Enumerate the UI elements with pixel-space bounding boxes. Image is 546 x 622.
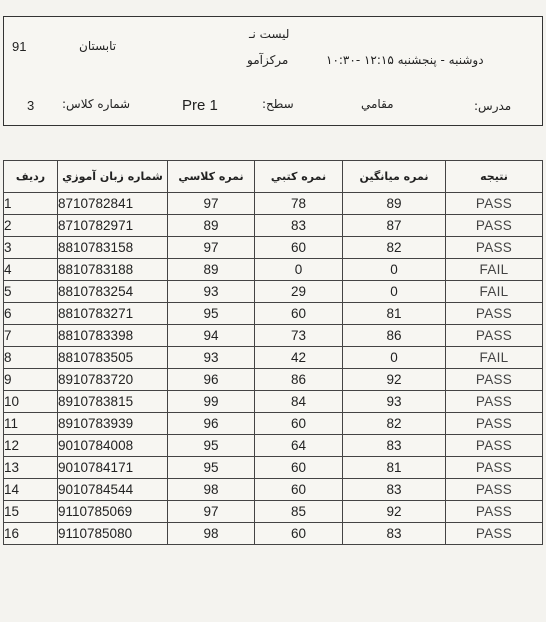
class-grade-cell: 95 xyxy=(168,457,255,479)
average-grade-cell: 83 xyxy=(343,479,446,501)
written-grade-cell: 0 xyxy=(255,259,343,281)
class-grade-cell: 98 xyxy=(168,523,255,545)
average-grade-cell: 82 xyxy=(343,413,446,435)
table-row xyxy=(4,435,543,457)
result-cell: PASS xyxy=(446,193,543,215)
student-id-cell: 8910783939 xyxy=(58,413,168,435)
average-grade-cell: 83 xyxy=(343,435,446,457)
column-header-result: نتيجه xyxy=(446,161,543,193)
result-cell: PASS xyxy=(446,325,543,347)
student-id-cell: 8710782841 xyxy=(58,193,168,215)
teacher-label: مدرس: xyxy=(474,99,512,113)
table-row xyxy=(4,193,543,215)
table-row xyxy=(4,303,543,325)
class-grade-cell: 99 xyxy=(168,391,255,413)
result-cell: PASS xyxy=(446,523,543,545)
student-id-cell: 8810783158 xyxy=(58,237,168,259)
written-grade-cell: 42 xyxy=(255,347,343,369)
row-number-cell: 14 xyxy=(4,479,58,501)
column-header-average-grade: نمره میانگین xyxy=(343,161,446,193)
term-name: تابستان xyxy=(79,39,117,53)
written-grade-cell: 84 xyxy=(255,391,343,413)
average-grade-cell: 92 xyxy=(343,369,446,391)
result-cell: PASS xyxy=(446,501,543,523)
table-row xyxy=(4,391,543,413)
average-grade-cell: 0 xyxy=(343,347,446,369)
column-header-written-grade: نمره كتبي xyxy=(255,161,343,193)
written-grade-cell: 29 xyxy=(255,281,343,303)
student-id-cell: 8810783254 xyxy=(58,281,168,303)
class-grade-cell: 93 xyxy=(168,347,255,369)
class-grade-cell: 89 xyxy=(168,215,255,237)
row-number-cell: 7 xyxy=(4,325,58,347)
written-grade-cell: 78 xyxy=(255,193,343,215)
average-grade-cell: 0 xyxy=(343,259,446,281)
average-grade-cell: 82 xyxy=(343,237,446,259)
class-grade-cell: 95 xyxy=(168,435,255,457)
student-id-cell: 8910783720 xyxy=(58,369,168,391)
written-grade-cell: 86 xyxy=(255,369,343,391)
result-cell: PASS xyxy=(446,369,543,391)
row-number-cell: 9 xyxy=(4,369,58,391)
grades-table xyxy=(3,160,543,545)
row-number-cell: 6 xyxy=(4,303,58,325)
table-row xyxy=(4,237,543,259)
written-grade-cell: 60 xyxy=(255,303,343,325)
table-row xyxy=(4,501,543,523)
table-row xyxy=(4,523,543,545)
table-row xyxy=(4,457,543,479)
result-cell: FAIL xyxy=(446,281,543,303)
class-grade-cell: 97 xyxy=(168,237,255,259)
row-number-cell: 5 xyxy=(4,281,58,303)
class-grade-cell: 93 xyxy=(168,281,255,303)
student-id-cell: 9010784544 xyxy=(58,479,168,501)
level-type: مقامي xyxy=(361,97,394,111)
result-cell: PASS xyxy=(446,215,543,237)
result-cell: FAIL xyxy=(446,259,543,281)
term-code: 91 xyxy=(12,39,27,54)
student-id-cell: 9110785080 xyxy=(58,523,168,545)
student-id-cell: 8810783505 xyxy=(58,347,168,369)
level-label: سطح: xyxy=(262,97,294,111)
result-cell: PASS xyxy=(446,391,543,413)
row-number-cell: 11 xyxy=(4,413,58,435)
table-row xyxy=(4,281,543,303)
written-grade-cell: 60 xyxy=(255,413,343,435)
table-row xyxy=(4,325,543,347)
column-header-row: ردیف xyxy=(4,161,58,193)
table-row xyxy=(4,347,543,369)
result-cell: PASS xyxy=(446,237,543,259)
average-grade-cell: 93 xyxy=(343,391,446,413)
table-row xyxy=(4,479,543,501)
class-grade-cell: 98 xyxy=(168,479,255,501)
student-id-cell: 9110785069 xyxy=(58,501,168,523)
header-box xyxy=(3,16,543,126)
written-grade-cell: 85 xyxy=(255,501,343,523)
average-grade-cell: 0 xyxy=(343,281,446,303)
average-grade-cell: 86 xyxy=(343,325,446,347)
class-grade-cell: 94 xyxy=(168,325,255,347)
average-grade-cell: 81 xyxy=(343,303,446,325)
written-grade-cell: 73 xyxy=(255,325,343,347)
student-id-cell: 8710782971 xyxy=(58,215,168,237)
student-id-cell: 8810783398 xyxy=(58,325,168,347)
row-number-cell: 16 xyxy=(4,523,58,545)
table-row xyxy=(4,413,543,435)
average-grade-cell: 89 xyxy=(343,193,446,215)
list-title: لیست نـ xyxy=(249,27,290,41)
row-number-cell: 10 xyxy=(4,391,58,413)
student-id-cell: 8910783815 xyxy=(58,391,168,413)
written-grade-cell: 60 xyxy=(255,479,343,501)
row-number-cell: 15 xyxy=(4,501,58,523)
written-grade-cell: 64 xyxy=(255,435,343,457)
row-number-cell: 1 xyxy=(4,193,58,215)
level-value: Pre 1 xyxy=(182,97,218,114)
class-grade-cell: 97 xyxy=(168,193,255,215)
row-number-cell: 13 xyxy=(4,457,58,479)
written-grade-cell: 60 xyxy=(255,457,343,479)
written-grade-cell: 60 xyxy=(255,237,343,259)
student-id-cell: 8810783271 xyxy=(58,303,168,325)
average-grade-cell: 92 xyxy=(343,501,446,523)
center-name: مرکزآمو xyxy=(247,53,289,67)
class-grade-cell: 89 xyxy=(168,259,255,281)
average-grade-cell: 81 xyxy=(343,457,446,479)
class-grade-cell: 97 xyxy=(168,501,255,523)
result-cell: PASS xyxy=(446,457,543,479)
result-cell: FAIL xyxy=(446,347,543,369)
written-grade-cell: 60 xyxy=(255,523,343,545)
table-header-row xyxy=(4,161,543,193)
average-grade-cell: 83 xyxy=(343,523,446,545)
class-grade-cell: 96 xyxy=(168,413,255,435)
class-number-label: شماره کلاس: xyxy=(62,97,131,111)
row-number-cell: 8 xyxy=(4,347,58,369)
result-cell: PASS xyxy=(446,435,543,457)
class-grade-cell: 96 xyxy=(168,369,255,391)
row-number-cell: 4 xyxy=(4,259,58,281)
class-number: 3 xyxy=(27,98,35,113)
row-number-cell: 12 xyxy=(4,435,58,457)
student-id-cell: 9010784008 xyxy=(58,435,168,457)
table-row xyxy=(4,259,543,281)
student-id-cell: 8810783188 xyxy=(58,259,168,281)
student-id-cell: 9010784171 xyxy=(58,457,168,479)
table-row xyxy=(4,369,543,391)
result-cell: PASS xyxy=(446,303,543,325)
row-number-cell: 2 xyxy=(4,215,58,237)
average-grade-cell: 87 xyxy=(343,215,446,237)
column-header-class-grade: نمره كلاسي xyxy=(168,161,255,193)
column-header-student-id: شماره زبان آموزي xyxy=(58,161,168,193)
table-row xyxy=(4,215,543,237)
row-number-cell: 3 xyxy=(4,237,58,259)
result-cell: PASS xyxy=(446,413,543,435)
schedule: دوشنبه - پنجشنبه ۱۲:۱۵ -۱۰:۳۰ xyxy=(326,53,484,67)
result-cell: PASS xyxy=(446,479,543,501)
written-grade-cell: 83 xyxy=(255,215,343,237)
class-grade-cell: 95 xyxy=(168,303,255,325)
